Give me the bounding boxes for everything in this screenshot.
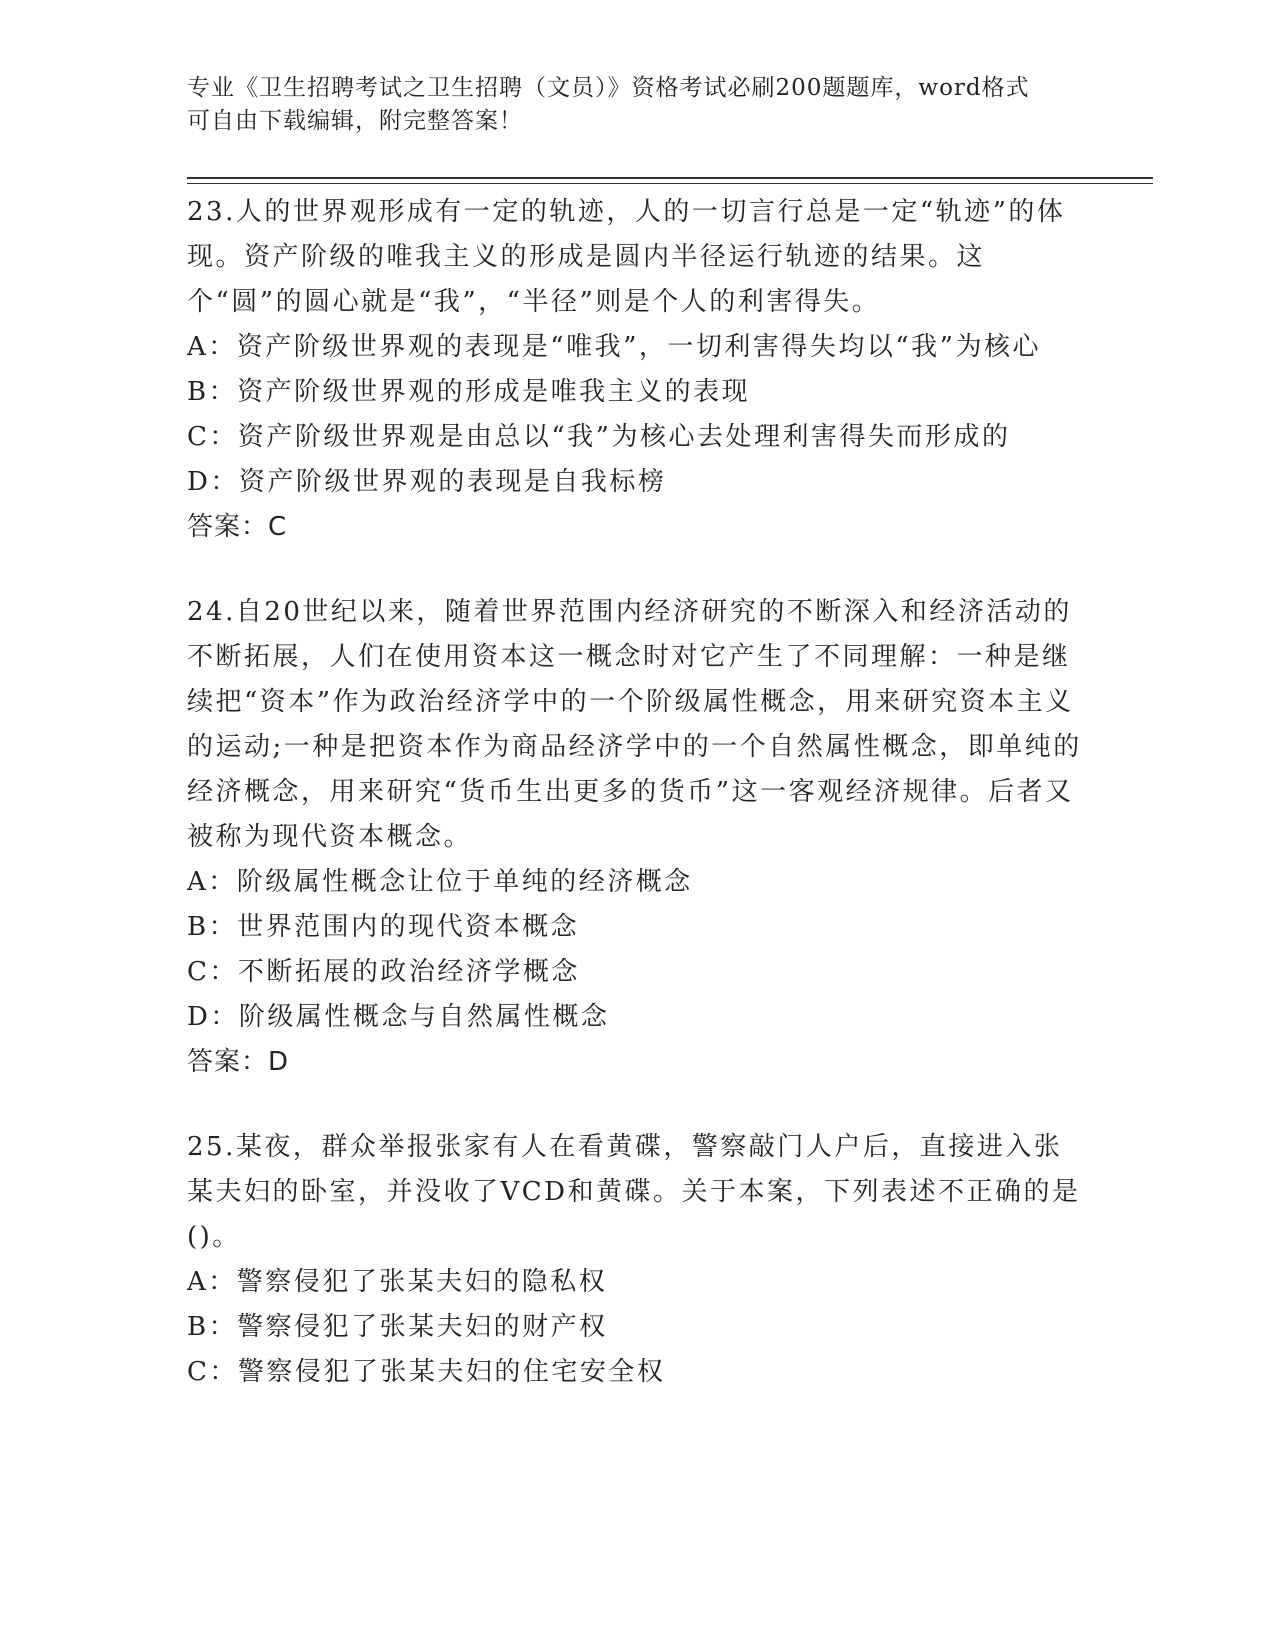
- document-header: [187, 72, 1067, 138]
- question-stem: 23.人的世界观形成有一定的轨迹，人的一切言行总是一定“轨迹”的体现。资产阶级的唯我主义的形成是圆内半径运行轨迹的结果。这个“圆”的圆心就是“我”，“半径”则是个人的利害得失。: [187, 197, 1066, 317]
- question-stem: 24.自20世纪以来，随着世界范围内经济研究的不断深入和经济活动的不断拓展，人们在使用资本这一概念时对它产生了不同理解：一种是继续把“资本”作为政治经济学中的一个阶级属性概念，用来研究资本主义的运动;一种是把资本作为商品经济学中的一个自然属性概念，即单纯的经济概念，用来研究“货币生出更多的货币”这一客观经济规律。后者又被称为现代资本概念。: [187, 597, 1082, 852]
- option-b: B：世界范围内的现代资本概念: [187, 912, 580, 942]
- option-a: A：警察侵犯了张某夫妇的隐私权: [187, 1267, 608, 1297]
- question-stem: 25.某夜，群众举报张家有人在看黄碟，警察敲门人户后，直接进入张某夫妇的卧室，并没收了VCD和黄碟。关于本案，下列表述不正确的是()。: [187, 1132, 1081, 1252]
- option-d: D：阶级属性概念与自然属性概念: [187, 1002, 610, 1032]
- answer-label: 答案：C: [187, 512, 288, 542]
- header-title-line-2: 可自由下载编辑，附完整答案！: [187, 108, 523, 134]
- option-a: A：资产阶级世界观的表现是“唯我”，一切利害得失均以“我”为核心: [187, 332, 1041, 362]
- option-c: C：警察侵犯了张某夫妇的住宅安全权: [187, 1357, 666, 1387]
- option-c: C：不断拓展的政治经济学概念: [187, 957, 580, 987]
- question-list: [187, 190, 1087, 1418]
- option-a: A：阶级属性概念让位于单纯的经济概念: [187, 867, 693, 897]
- question-24: [187, 590, 1087, 1085]
- question-25: [187, 1125, 1087, 1395]
- question-23: [187, 190, 1087, 550]
- answer-label: 答案：D: [187, 1047, 290, 1077]
- option-d: D：资产阶级世界观的表现是自我标榜: [187, 467, 667, 497]
- option-c: C：资产阶级世界观是由总以“我”为核心去处理利害得失而形成的: [187, 422, 1011, 452]
- header-divider-thin: [187, 183, 1153, 184]
- option-b: B：警察侵犯了张某夫妇的财产权: [187, 1312, 608, 1342]
- header-title-line-1: 专业《卫生招聘考试之卫生招聘（文员）》资格考试必刷200题题库，word格式: [187, 75, 1030, 101]
- option-b: B：资产阶级世界观的形成是唯我主义的表现: [187, 377, 751, 407]
- header-divider-thick: [187, 177, 1153, 179]
